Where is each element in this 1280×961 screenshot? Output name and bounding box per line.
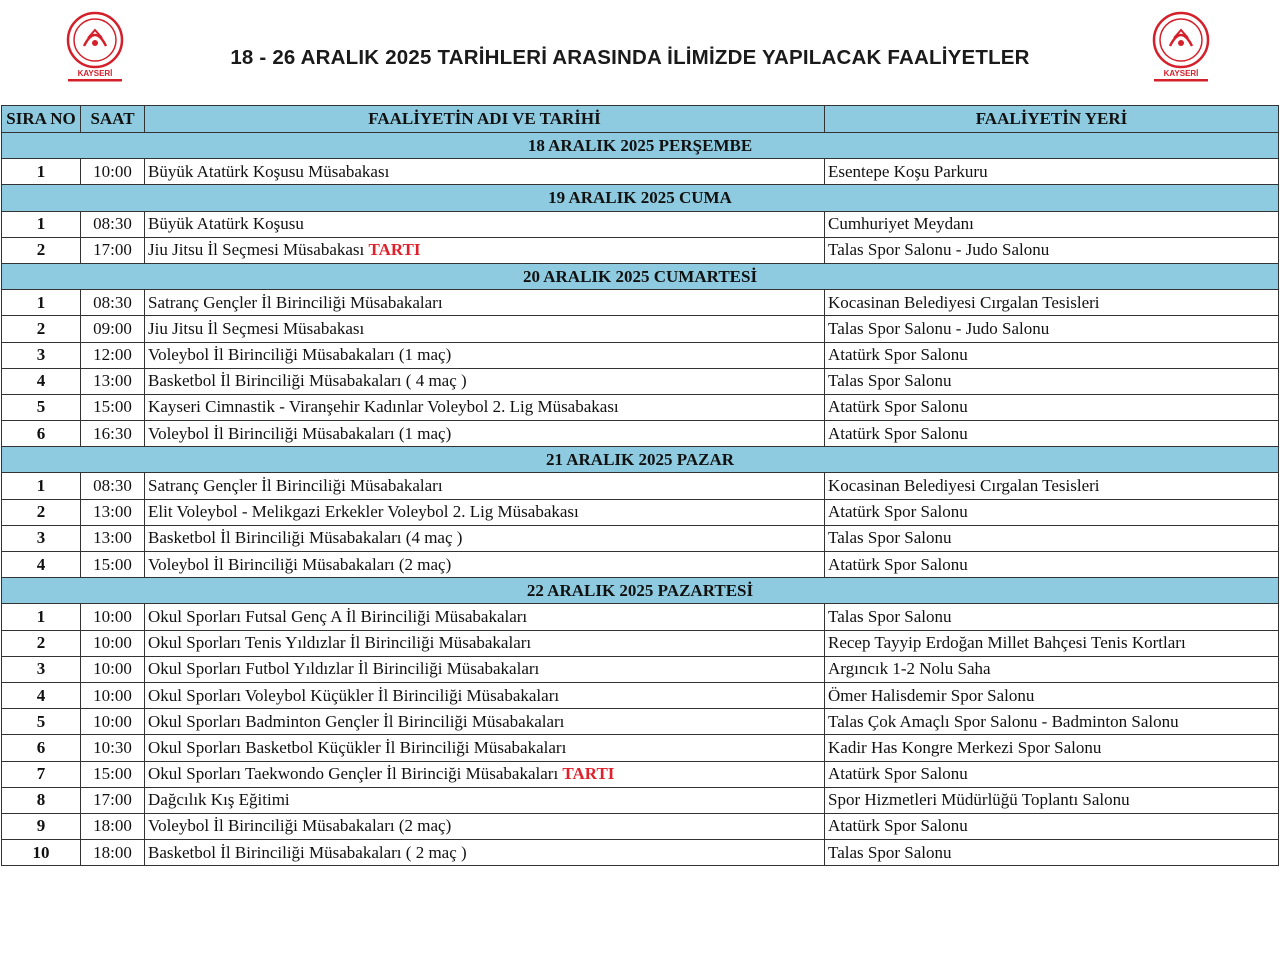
table-row xyxy=(2,813,1279,839)
row-number: 1 xyxy=(2,290,81,316)
row-time: 15:00 xyxy=(81,552,145,578)
row-number: 2 xyxy=(2,499,81,525)
table-row xyxy=(2,840,1279,866)
row-activity xyxy=(145,290,825,316)
row-time: 12:00 xyxy=(81,342,145,368)
header-place: FAALİYETİN YERİ xyxy=(825,106,1279,133)
table-row xyxy=(2,316,1279,342)
activity-name: Okul Sporları Tenis Yıldızlar İl Birinciliği Müsabakaları xyxy=(148,633,532,653)
row-place: Atatürk Spor Salonu xyxy=(825,813,1279,839)
row-number: 2 xyxy=(2,630,81,656)
table-row xyxy=(2,787,1279,813)
row-number: 1 xyxy=(2,211,81,237)
row-activity xyxy=(145,342,825,368)
row-activity xyxy=(145,604,825,630)
weigh-in-note: TARTI xyxy=(562,764,615,784)
row-activity xyxy=(145,211,825,237)
row-time: 15:00 xyxy=(81,761,145,787)
row-activity xyxy=(145,656,825,682)
row-place: Atatürk Spor Salonu xyxy=(825,421,1279,447)
row-activity xyxy=(145,787,825,813)
row-time: 18:00 xyxy=(81,813,145,839)
header-name: FAALİYETİN ADI VE TARİHİ xyxy=(145,106,825,133)
row-place: Atatürk Spor Salonu xyxy=(825,552,1279,578)
activity-name: Voleybol İl Birinciliği Müsabakaları (1 maç) xyxy=(148,345,452,365)
table-header-row xyxy=(2,106,1279,133)
row-place: Spor Hizmetleri Müdürlüğü Toplantı Salonu xyxy=(825,787,1279,813)
table-row xyxy=(2,525,1279,551)
row-place: Atatürk Spor Salonu xyxy=(825,342,1279,368)
row-time: 10:00 xyxy=(81,159,145,185)
row-activity xyxy=(145,630,825,656)
row-activity xyxy=(145,761,825,787)
row-time: 10:00 xyxy=(81,656,145,682)
day-label: 20 ARALIK 2025 CUMARTESİ xyxy=(2,263,1279,289)
row-place: Talas Spor Salonu xyxy=(825,368,1279,394)
row-number: 3 xyxy=(2,525,81,551)
weigh-in-note: TARTI xyxy=(368,240,421,260)
row-activity xyxy=(145,813,825,839)
row-activity xyxy=(145,709,825,735)
activity-name: Voleybol İl Birinciliği Müsabakaları (1 maç) xyxy=(148,423,452,443)
row-activity xyxy=(145,735,825,761)
table-row xyxy=(2,709,1279,735)
row-activity xyxy=(145,159,825,185)
table-row xyxy=(2,656,1279,682)
row-number: 4 xyxy=(2,682,81,708)
activity-name: Satranç Gençler İl Birinciliği Müsabakaları xyxy=(148,292,443,312)
row-time: 09:00 xyxy=(81,316,145,342)
row-place: Argıncık 1-2 Nolu Saha xyxy=(825,656,1279,682)
row-number: 3 xyxy=(2,656,81,682)
row-number: 3 xyxy=(2,342,81,368)
row-place: Cumhuriyet Meydanı xyxy=(825,211,1279,237)
row-activity xyxy=(145,473,825,499)
table-row xyxy=(2,735,1279,761)
table-row xyxy=(2,290,1279,316)
table-row xyxy=(2,473,1279,499)
svg-text:KAYSERİ: KAYSERİ xyxy=(77,69,113,78)
activity-name: Kayseri Cimnastik - Viranşehir Kadınlar Voleybol 2. Lig Müsabakası xyxy=(148,397,619,417)
activity-name: Okul Sporları Futsal Genç A İl Birinciliği Müsabakaları xyxy=(148,606,528,626)
day-header-row xyxy=(2,185,1279,211)
row-number: 8 xyxy=(2,787,81,813)
activity-name: Basketbol İl Birinciliği Müsabakaları ( 2 maç ) xyxy=(148,842,467,862)
row-time: 10:00 xyxy=(81,630,145,656)
row-number: 7 xyxy=(2,761,81,787)
activity-name: Okul Sporları Futbol Yıldızlar İl Birinciliği Müsabakaları xyxy=(148,659,540,679)
activity-name: Voleybol İl Birinciliği Müsabakaları (2 maç) xyxy=(148,816,452,836)
row-time: 17:00 xyxy=(81,237,145,263)
row-activity xyxy=(145,840,825,866)
row-place: Esentepe Koşu Parkuru xyxy=(825,159,1279,185)
activity-name: Elit Voleybol - Melikgazi Erkekler Voleybol 2. Lig Müsabakası xyxy=(148,502,579,522)
row-time: 10:30 xyxy=(81,735,145,761)
activity-name: Basketbol İl Birinciliği Müsabakaları (4 maç ) xyxy=(148,528,463,548)
row-number: 5 xyxy=(2,709,81,735)
row-place: Talas Çok Amaçlı Spor Salonu - Badminton Salonu xyxy=(825,709,1279,735)
row-number: 6 xyxy=(2,735,81,761)
row-activity xyxy=(145,237,825,263)
row-number: 10 xyxy=(2,840,81,866)
activity-name: Jiu Jitsu İl Seçmesi Müsabakası xyxy=(148,318,365,338)
row-activity xyxy=(145,682,825,708)
row-number: 9 xyxy=(2,813,81,839)
day-header-row xyxy=(2,133,1279,159)
activity-name: Voleybol İl Birinciliği Müsabakaları (2 maç) xyxy=(148,554,452,574)
row-activity xyxy=(145,499,825,525)
day-header-row xyxy=(2,578,1279,604)
svg-text:KAYSERİ: KAYSERİ xyxy=(1163,69,1199,78)
row-place: Talas Spor Salonu xyxy=(825,840,1279,866)
row-time: 10:00 xyxy=(81,682,145,708)
header-no: SIRA NO xyxy=(2,106,81,133)
day-label: 22 ARALIK 2025 PAZARTESİ xyxy=(2,578,1279,604)
table-row xyxy=(2,237,1279,263)
activity-name: Satranç Gençler İl Birinciliği Müsabakaları xyxy=(148,476,443,496)
row-activity xyxy=(145,368,825,394)
row-place: Talas Spor Salonu - Judo Salonu xyxy=(825,237,1279,263)
day-header-row xyxy=(2,263,1279,289)
table-row xyxy=(2,368,1279,394)
table-row xyxy=(2,499,1279,525)
day-label: 21 ARALIK 2025 PAZAR xyxy=(2,447,1279,473)
row-place: Talas Spor Salonu xyxy=(825,604,1279,630)
row-time: 16:30 xyxy=(81,421,145,447)
row-time: 18:00 xyxy=(81,840,145,866)
table-row xyxy=(2,159,1279,185)
row-time: 08:30 xyxy=(81,211,145,237)
row-number: 1 xyxy=(2,604,81,630)
row-activity xyxy=(145,525,825,551)
row-number: 4 xyxy=(2,552,81,578)
row-activity xyxy=(145,552,825,578)
row-number: 1 xyxy=(2,159,81,185)
row-place: Ömer Halisdemir Spor Salonu xyxy=(825,682,1279,708)
row-time: 13:00 xyxy=(81,499,145,525)
day-label: 19 ARALIK 2025 CUMA xyxy=(2,185,1279,211)
table-row xyxy=(2,342,1279,368)
row-time: 10:00 xyxy=(81,709,145,735)
activity-name: Büyük Atatürk Koşusu xyxy=(148,214,304,234)
table-row xyxy=(2,211,1279,237)
row-number: 2 xyxy=(2,316,81,342)
activity-name: Büyük Atatürk Koşusu Müsabakası xyxy=(148,161,390,181)
row-time: 10:00 xyxy=(81,604,145,630)
row-time: 13:00 xyxy=(81,368,145,394)
header-time: SAAT xyxy=(81,106,145,133)
row-place: Talas Spor Salonu xyxy=(825,525,1279,551)
row-number: 1 xyxy=(2,473,81,499)
day-label: 18 ARALIK 2025 PERŞEMBE xyxy=(2,133,1279,159)
row-place: Kocasinan Belediyesi Cırgalan Tesisleri xyxy=(825,290,1279,316)
row-time: 15:00 xyxy=(81,394,145,420)
row-place: Atatürk Spor Salonu xyxy=(825,394,1279,420)
row-number: 4 xyxy=(2,368,81,394)
table-row xyxy=(2,682,1279,708)
row-place: Recep Tayyip Erdoğan Millet Bahçesi Tenis Kortları xyxy=(825,630,1279,656)
row-number: 2 xyxy=(2,237,81,263)
row-number: 6 xyxy=(2,421,81,447)
row-place: Atatürk Spor Salonu xyxy=(825,499,1279,525)
table-row xyxy=(2,761,1279,787)
row-time: 08:30 xyxy=(81,473,145,499)
row-time: 17:00 xyxy=(81,787,145,813)
row-place: Kadir Has Kongre Merkezi Spor Salonu xyxy=(825,735,1279,761)
table-row xyxy=(2,421,1279,447)
activity-name: Dağcılık Kış Eğitimi xyxy=(148,790,290,810)
table-row xyxy=(2,552,1279,578)
table-row xyxy=(2,394,1279,420)
row-place: Kocasinan Belediyesi Cırgalan Tesisleri xyxy=(825,473,1279,499)
table-row xyxy=(2,604,1279,630)
schedule-body xyxy=(2,133,1279,866)
row-activity xyxy=(145,316,825,342)
schedule-table xyxy=(1,105,1279,866)
row-place: Talas Spor Salonu - Judo Salonu xyxy=(825,316,1279,342)
row-time: 13:00 xyxy=(81,525,145,551)
day-header-row xyxy=(2,447,1279,473)
row-number: 5 xyxy=(2,394,81,420)
activity-name: Okul Sporları Taekwondo Gençler İl Birinciği Müsabakaları xyxy=(148,764,563,784)
row-activity xyxy=(145,394,825,420)
activity-name: Jiu Jitsu İl Seçmesi Müsabakası xyxy=(148,240,369,260)
activity-name: Okul Sporları Voleybol Küçükler İl Birinciliği Müsabakaları xyxy=(148,685,560,705)
table-row xyxy=(2,630,1279,656)
row-time: 08:30 xyxy=(81,290,145,316)
row-activity xyxy=(145,421,825,447)
row-place: Atatürk Spor Salonu xyxy=(825,761,1279,787)
activity-name: Okul Sporları Basketbol Küçükler İl Birinciliği Müsabakaları xyxy=(148,737,567,757)
activity-name: Okul Sporları Badminton Gençler İl Birinciliği Müsabakaları xyxy=(148,711,565,731)
page-title: 18 - 26 ARALIK 2025 TARİHLERİ ARASINDA İLİMİZDE YAPILACAK FAALİYETLER xyxy=(230,46,1030,69)
activity-name: Basketbol İl Birinciliği Müsabakaları ( 4 maç ) xyxy=(148,371,467,391)
